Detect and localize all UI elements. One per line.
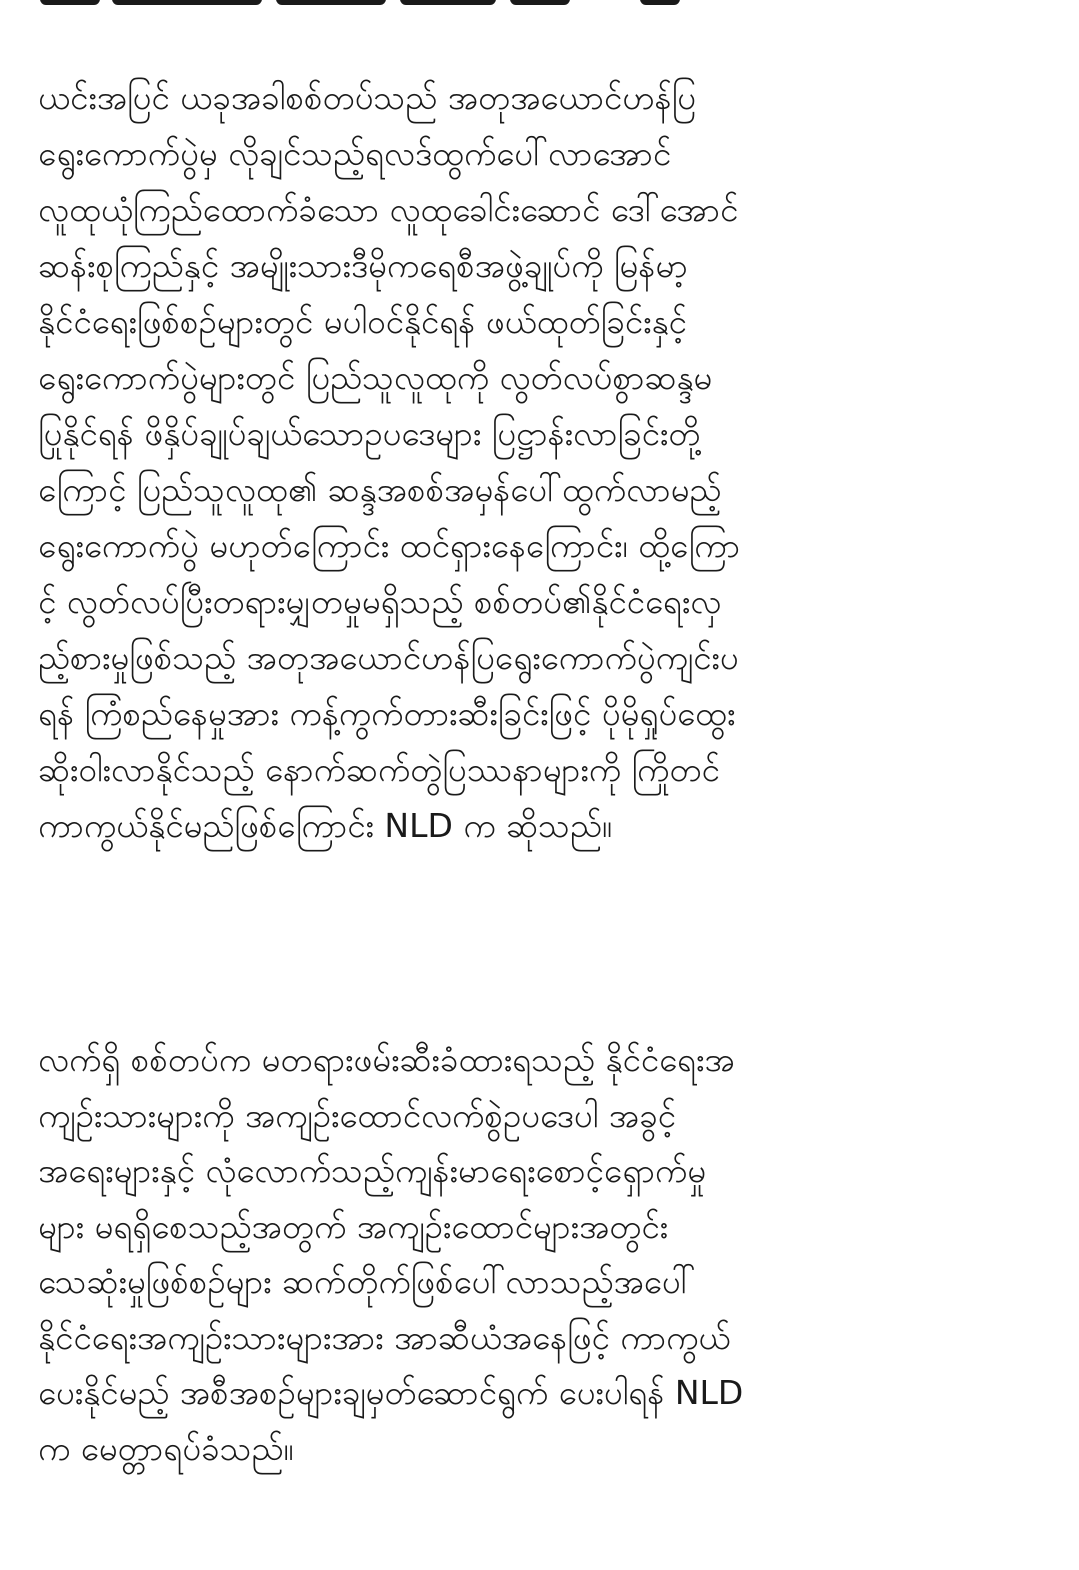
cropped-text-glyphs xyxy=(40,0,700,10)
paragraph-line: ဆိုးဝါးလာနိုင်သည့် နောက်ဆက်တွဲပြဿနာများကို ကြိုတင် xyxy=(38,750,720,789)
paragraph-line: ကျဉ်းသားများကို အကျဉ်းထောင်လက်စွဲဥပဒေပါ အခွင့် xyxy=(38,1095,676,1135)
article-paragraph-2 xyxy=(38,1032,743,1476)
paragraph-line: ရွေးကောက်ပွဲ မဟုတ်ကြောင်း ထင်ရှားနေကြောင်း၊ ထို့ကြော xyxy=(38,526,741,565)
paragraph-line: ပေးနိုင်မည့် အစီအစဉ်များချမှတ်ဆောင်ရွက် ပေးပါရန် NLD xyxy=(38,1373,744,1412)
paragraph-line: ရွေးကောက်ပွဲများတွင် ပြည်သူလူထုကို လွတ်လပ်စွာဆန္ဒမ xyxy=(38,358,713,397)
paragraph-line: နိုင်ငံရေးဖြစ်စဉ်များတွင် မပါဝင်နိုင်ရန် ဖယ်ထုတ်ခြင်းနှင့် xyxy=(38,302,687,341)
paragraph-line: ကြောင့် ပြည်သူလူထု၏ ဆန္ဒအစစ်အမှန်ပေါ်ထွက်လာမည့် xyxy=(38,470,722,509)
paragraph-line: ည့်စားမှုဖြစ်သည့် အတုအယောင်ဟန်ပြရွေးကောက်ပွဲကျင်းပ xyxy=(38,638,739,677)
paragraph-line: သေဆုံးမှုဖြစ်စဉ်များ ဆက်တိုက်ဖြစ်ပေါ်လာသည့်အပေါ် xyxy=(38,1262,696,1301)
article-paragraph-1 xyxy=(38,70,740,854)
paragraph-line: က မေတ္တာရပ်ခံသည်။ xyxy=(38,1428,294,1468)
paragraph-line: င့် လွတ်လပ်ပြီးတရားမျှတမှုမရှိသည့် စစ်တပ်၏နိုင်ငံရေးလှ xyxy=(38,582,722,621)
paragraph-line: ကာကွယ်နိုင်မည်ဖြစ်ကြောင်း NLD က ဆိုသည်။ xyxy=(38,806,612,845)
paragraph-line: ဆန်းစုကြည်နှင့် အမျိုးသားဒီမိုကရေစီအဖွဲ့ချုပ်ကို မြန်မာ့ xyxy=(38,246,688,285)
paragraph-line: များ မရရှိစေသည့်အတွက် အကျဉ်းထောင်များအတွင်း xyxy=(38,1206,669,1246)
paragraph-line: လူထုယုံကြည်ထောက်ခံသော လူထုခေါင်းဆောင် ဒေါ်အောင် xyxy=(38,190,739,229)
paragraph-line: အရေးများနှင့် လုံလောက်သည့်ကျန်းမာရေးစောင့်ရှောက်မှု xyxy=(38,1151,707,1190)
paragraph-line: ရန် ကြံစည်နေမှုအား ကန့်ကွက်တားဆီးခြင်းဖြင့် ပိုမိုရှုပ်ထွေး xyxy=(38,694,736,733)
paragraph-line: ပြုနိုင်ရန် ဖိနှိပ်ချုပ်ချယ်သောဥပဒေများ ပြဋ္ဌာန်းလာခြင်းတို့ xyxy=(38,414,701,453)
paragraph-line: လက်ရှိ စစ်တပ်က မတရားဖမ်းဆီးခံထားရသည့် နိုင်ငံရေးအ xyxy=(38,1040,735,1079)
cropped-previous-line xyxy=(40,0,700,10)
paragraph-line: နိုင်ငံရေးအကျဉ်းသားများအား အာဆီယံအနေဖြင့် ကာကွယ် xyxy=(38,1317,731,1357)
paragraph-line: ယင်းအပြင် ယခုအခါစစ်တပ်သည် အတုအယောင်ဟန်ပြ xyxy=(38,78,696,117)
paragraph-line: ရွေးကောက်ပွဲမှ လိုချင်သည့်ရလဒ်ထွက်ပေါ်လာအောင် xyxy=(38,134,672,173)
